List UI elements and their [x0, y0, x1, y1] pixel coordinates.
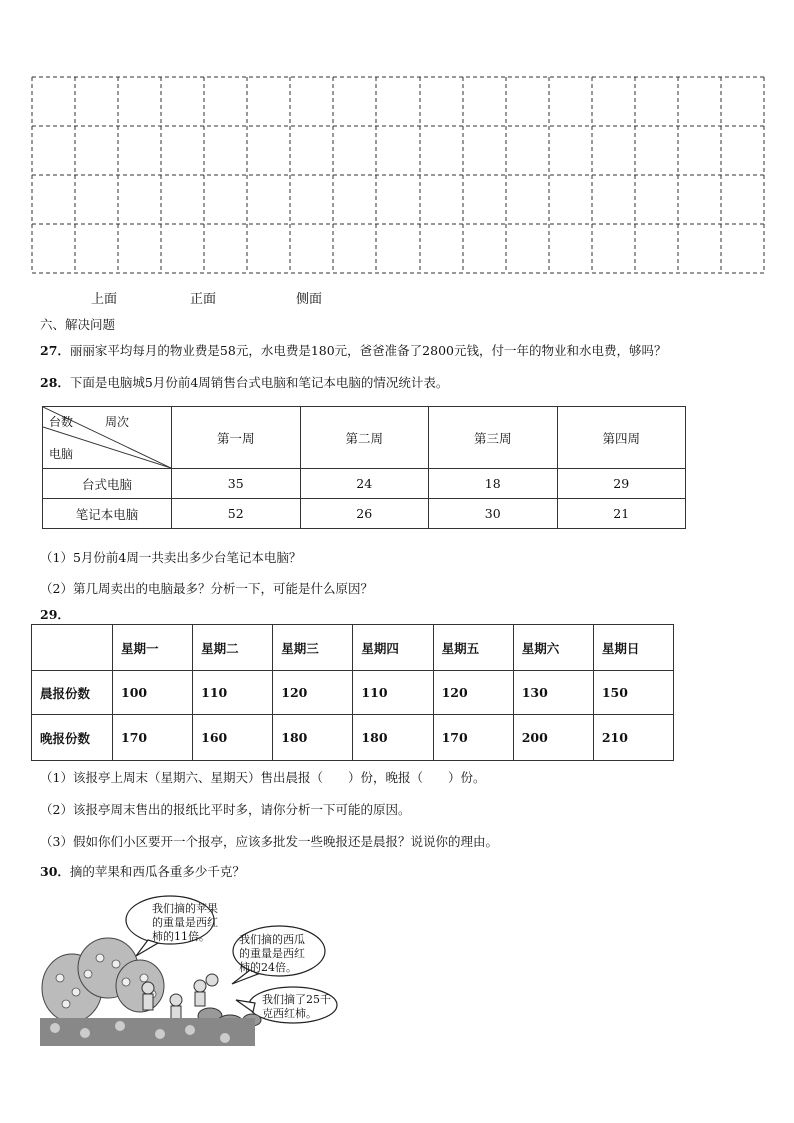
- table-cell: 170: [433, 715, 513, 761]
- question-29-sub1: （1）该报亭上周末（星期六、星期天）售出晨报（ ）份，晚报（ ）份。: [40, 770, 486, 785]
- table-cell: 150: [593, 671, 673, 715]
- dashed-drawing-grid: [31, 76, 765, 274]
- question-28-sub1: （1）5月份前4周一共卖出多少台笔记本电脑？: [40, 550, 302, 565]
- bubble-apple-text: [152, 902, 218, 944]
- table-cell: 100: [113, 671, 193, 715]
- question-27: [40, 341, 666, 359]
- header-week: 周次: [105, 415, 130, 429]
- view-label-side: 侧面: [296, 292, 323, 307]
- table-cell: 30: [429, 499, 558, 529]
- table-cell: 170: [113, 715, 193, 761]
- column-header: 星期日: [593, 625, 673, 671]
- newspaper-sales-table: [31, 624, 674, 761]
- column-header: 第二周: [300, 407, 429, 469]
- table-cell: 120: [273, 671, 353, 715]
- table-cell: 180: [273, 715, 353, 761]
- table-cell: 24: [300, 469, 429, 499]
- table-cell: 52: [172, 499, 301, 529]
- header-pc: 电脑: [49, 447, 74, 461]
- view-label-front: 正面: [190, 292, 217, 307]
- question-28-sub2: （2）第几周卖出的电脑最多？分析一下，可能是什么原因？: [40, 581, 373, 596]
- bubble-line: 我们摘的苹果: [152, 902, 218, 915]
- question-text: 下面是电脑城5月份前4周销售台式电脑和笔记本电脑的情况统计表。: [69, 375, 449, 390]
- table-row: [32, 671, 674, 715]
- column-header: 星期六: [513, 625, 593, 671]
- column-header: 第三周: [429, 407, 558, 469]
- question-number: 28．: [40, 375, 70, 390]
- column-header: 星期一: [113, 625, 193, 671]
- corner-cell: [32, 625, 113, 671]
- view-label-top: 上面: [91, 292, 118, 307]
- computer-sales-table: [42, 406, 686, 529]
- table-cell: 26: [300, 499, 429, 529]
- table-cell: 200: [513, 715, 593, 761]
- column-header: 第四周: [557, 407, 686, 469]
- table-row: [43, 499, 686, 529]
- bubble-line: 的重量是西红: [152, 916, 218, 929]
- table-cell: 120: [433, 671, 513, 715]
- question-29-number: 29．: [40, 607, 70, 622]
- table-row: [32, 715, 674, 761]
- bubble-line: 的重量是西红: [239, 947, 305, 960]
- bubble-line: 我们摘了25千: [262, 993, 331, 1006]
- row-label: 晚报份数: [32, 715, 113, 761]
- bubble-watermelon-text: [239, 933, 305, 975]
- bubble-line: 柿的24倍。: [239, 961, 297, 974]
- table-cell: 18: [429, 469, 558, 499]
- table-cell: 29: [557, 469, 686, 499]
- column-header: 星期三: [273, 625, 353, 671]
- bubble-line: 柿的11倍。: [152, 930, 210, 943]
- bubble-line: 克西红柿。: [262, 1007, 317, 1020]
- table-cell: 21: [557, 499, 686, 529]
- table-cell: 110: [193, 671, 273, 715]
- table-cell: 110: [353, 671, 433, 715]
- table-cell: 130: [513, 671, 593, 715]
- table-cell: 35: [172, 469, 301, 499]
- column-header: 星期五: [433, 625, 513, 671]
- table-row: [43, 469, 686, 499]
- table-cell: 210: [593, 715, 673, 761]
- column-header: 星期四: [353, 625, 433, 671]
- bubble-tomato-text: [262, 993, 331, 1021]
- diagonal-header-cell: [43, 407, 172, 469]
- table-cell: 160: [193, 715, 273, 761]
- row-label: 台式电脑: [43, 469, 172, 499]
- question-29-sub3: （3）假如你们小区要开一个报亭，应该多批发一些晚报还是晨报？说说你的理由。: [40, 834, 498, 849]
- question-number: 30．: [40, 864, 70, 879]
- column-header: 星期二: [193, 625, 273, 671]
- section-title: 六、解决问题: [40, 317, 116, 332]
- question-text: 摘的苹果和西瓜各重多少千克？: [69, 864, 245, 879]
- question-29-sub2: （2）该报亭周末售出的报纸比平时多，请你分析一下可能的原因。: [40, 802, 411, 817]
- table-cell: 180: [353, 715, 433, 761]
- row-label: 笔记本电脑: [43, 499, 172, 529]
- row-label: 晨报份数: [32, 671, 113, 715]
- column-header: 第一周: [172, 407, 301, 469]
- question-28: [40, 373, 448, 391]
- question-text: 丽丽家平均每月的物业费是58元，水电费是180元，爸爸准备了2800元钱，付一年的物业和水电费，够吗？: [69, 343, 667, 358]
- header-tai: 台数: [49, 415, 74, 429]
- question-30: [40, 862, 245, 880]
- question-number: 27．: [40, 343, 70, 358]
- bubble-line: 我们摘的西瓜: [239, 933, 305, 946]
